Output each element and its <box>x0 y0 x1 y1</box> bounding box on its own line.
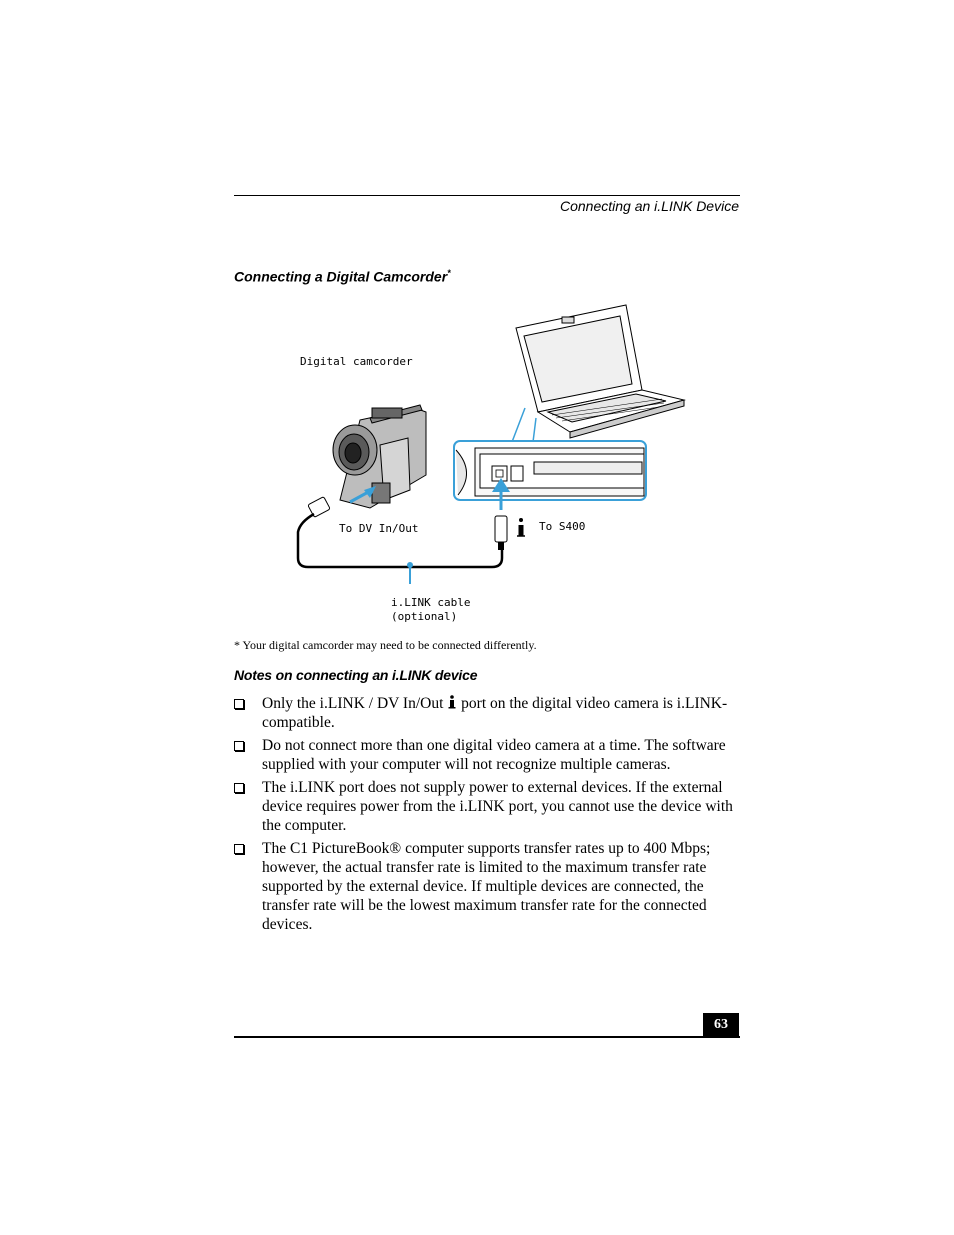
section-title <box>234 268 451 285</box>
running-title: Connecting an i.LINK Device <box>560 198 739 214</box>
header-rule <box>234 195 740 196</box>
ilink-icon <box>447 695 457 709</box>
label-ilink-cable-line1: i.LINK cable <box>391 596 471 609</box>
checkbox-bullet-icon <box>234 783 244 793</box>
camcorder-illustration <box>333 405 426 508</box>
zoom-guide-left <box>512 408 525 442</box>
list-item-text-after: port on the digital video camera is i.LINK-compatible. <box>262 695 728 731</box>
footnote: * Your digital camcorder may need to be connected differently. <box>234 638 537 652</box>
list-item <box>234 778 740 835</box>
footer-rule <box>234 1036 740 1038</box>
label-ilink-cable-line2: (optional) <box>391 610 458 623</box>
ilink-icon <box>517 518 525 536</box>
label-to-dv-in-out: To DV In/Out <box>339 522 419 535</box>
zoom-guide-right <box>533 418 536 442</box>
label-to-s400: To S400 <box>539 520 586 533</box>
label-digital-camcorder: Digital camcorder <box>300 355 413 368</box>
list-item <box>234 736 740 774</box>
checkbox-bullet-icon <box>234 844 244 854</box>
list-item-text: The C1 PictureBook® computer supports transfer rates up to 400 Mbps; however, the actual transfer rate is limited to the maximum transfer rate supported by the external device. If multiple devices are connected, the transfer rate will be the lowest maximum transfer rate for the connected devices. <box>262 840 711 933</box>
laptop-illustration <box>516 305 684 438</box>
second-port <box>511 466 523 481</box>
notes-heading: Notes on connecting an i.LINK device <box>234 667 478 683</box>
list-item <box>234 694 740 732</box>
section-title-text: Connecting a Digital Camcorder <box>234 268 448 285</box>
list-item-text: The i.LINK port does not supply power to external devices. If the external device requires power from the i.LINK port, you cannot use the device with the computer. <box>262 779 733 834</box>
page-number: 63 <box>703 1013 739 1037</box>
label-ilink-cable <box>391 596 470 624</box>
notes-list <box>234 694 740 938</box>
list-item-text-before: Only the i.LINK / DV In/Out <box>262 695 444 712</box>
footnote-marker: * <box>447 268 451 278</box>
checkbox-bullet-icon <box>234 699 244 709</box>
checkbox-bullet-icon <box>234 741 244 751</box>
connection-diagram <box>280 300 690 600</box>
list-item-text: Do not connect more than one digital video camera at a time. The software supplied with your computer will not recognize multiple cameras. <box>262 737 726 773</box>
port-zoom-view <box>454 441 646 500</box>
s400-port <box>492 466 507 481</box>
list-item <box>234 839 740 934</box>
